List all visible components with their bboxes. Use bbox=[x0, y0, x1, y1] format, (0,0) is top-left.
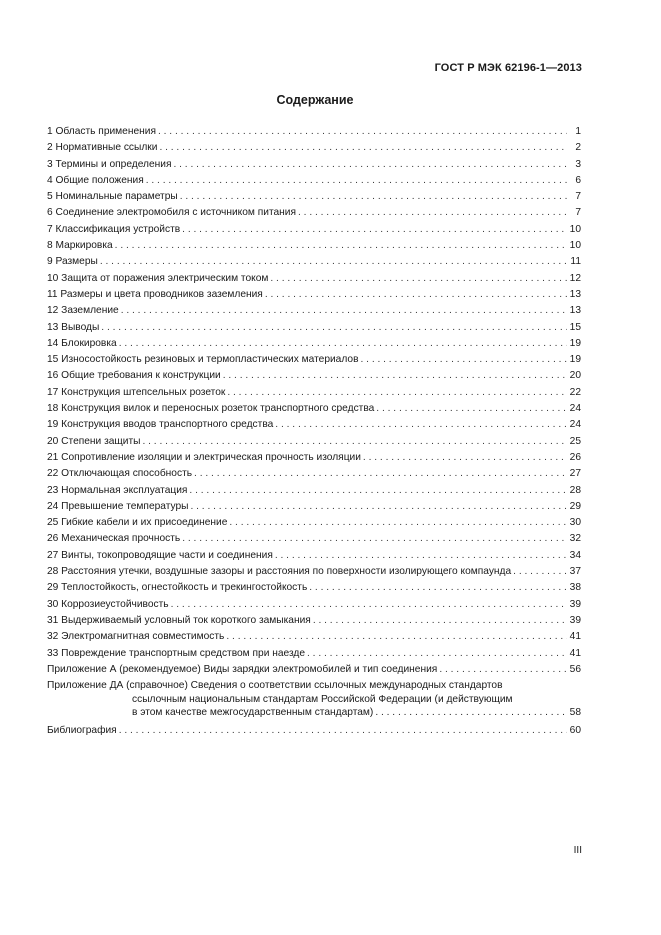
toc-entry bbox=[47, 140, 581, 156]
toc-entry-page: 11 bbox=[570, 256, 581, 268]
dot-leader bbox=[101, 320, 567, 336]
dot-leader bbox=[182, 531, 567, 547]
toc-entry-page: 1 bbox=[575, 126, 581, 137]
toc-entry-page: 60 bbox=[569, 724, 581, 736]
toc-entry bbox=[47, 271, 581, 287]
toc-entry-page: 10 bbox=[569, 223, 581, 235]
toc-entry bbox=[47, 254, 581, 270]
dot-leader bbox=[265, 287, 567, 303]
toc-entry bbox=[47, 434, 581, 450]
toc-entry-label: ссылочным национальным стандартам Российской Федерации (и действующим bbox=[132, 693, 513, 705]
toc-entry-page: 26 bbox=[569, 451, 581, 463]
toc-entry-label: 11 Размеры и цвета проводников заземления bbox=[47, 288, 263, 300]
toc-entry-label: 17 Конструкция штепсельных розеток bbox=[47, 386, 226, 398]
toc-entry-label: 22 Отключающая способность bbox=[47, 468, 193, 480]
dot-leader bbox=[182, 222, 567, 238]
toc-entry bbox=[47, 173, 581, 189]
toc-entry-label: 29 Теплостойкость, огнестойкость и трекингостойкость bbox=[47, 582, 308, 594]
toc-entry bbox=[47, 385, 581, 401]
dot-leader bbox=[361, 352, 568, 368]
toc-entry bbox=[47, 548, 581, 564]
toc-entry-label: 9 Размеры bbox=[47, 256, 98, 268]
dot-leader bbox=[194, 466, 567, 482]
dot-leader bbox=[173, 157, 567, 173]
toc-entry-label: 20 Степени защиты bbox=[47, 435, 141, 447]
dot-leader bbox=[275, 548, 567, 564]
dot-leader bbox=[158, 124, 567, 140]
toc-entry-label: 24 Превышение температуры bbox=[47, 500, 189, 512]
dot-leader bbox=[298, 205, 567, 221]
toc-entry bbox=[47, 205, 581, 221]
toc-entry-label: 32 Электромагнитная совместимость bbox=[47, 631, 225, 643]
toc-entry-appendix-da bbox=[47, 679, 581, 720]
toc-entry bbox=[47, 646, 581, 662]
toc-entry bbox=[47, 238, 581, 254]
toc-entry bbox=[47, 483, 581, 499]
dot-leader bbox=[146, 173, 567, 189]
toc-entry-label: 21 Сопротивление изоляции и электрическая прочность изоляции bbox=[47, 451, 361, 463]
dot-leader bbox=[171, 597, 567, 613]
toc-entry-label: 2 Нормативные ссылки bbox=[47, 142, 158, 154]
toc-entry-page: 15 bbox=[569, 321, 581, 333]
toc-entry-label: 7 Классификация устройств bbox=[47, 223, 181, 235]
toc-entry-page: 32 bbox=[569, 533, 581, 545]
toc-entry-label: 14 Блокировка bbox=[47, 337, 117, 349]
toc-entry bbox=[47, 531, 581, 547]
toc-entry-bibliography bbox=[47, 723, 581, 739]
toc-entry bbox=[47, 597, 581, 613]
toc-entry-label: 31 Выдерживаемый условный ток короткого замыкания bbox=[47, 614, 311, 626]
toc-entry bbox=[47, 303, 581, 319]
toc-entry bbox=[47, 564, 581, 580]
toc-entry bbox=[47, 613, 581, 629]
toc-entry bbox=[47, 336, 581, 352]
toc-entry-label: 18 Конструкция вилок и переносных розеток транспортного средства bbox=[47, 403, 375, 415]
dot-leader bbox=[226, 629, 567, 645]
toc-entry bbox=[47, 124, 581, 140]
dot-leader bbox=[275, 417, 567, 433]
toc-entry-label: 16 Общие требования к конструкции bbox=[47, 370, 221, 382]
toc-entry-label: Приложение А (рекомендуемое) Виды зарядки электромобилей и тип соединения bbox=[47, 663, 438, 675]
document-header: ГОСТ Р МЭК 62196-1—2013 bbox=[434, 62, 582, 74]
toc-entry-page: 7 bbox=[575, 207, 581, 219]
toc-entry-label: 26 Механическая прочность bbox=[47, 533, 181, 545]
toc-entry bbox=[47, 352, 581, 368]
toc-entry-label: 33 Повреждение транспортным средством при наезде bbox=[47, 647, 306, 659]
toc-entry bbox=[47, 515, 581, 531]
toc-entry-label: 3 Термины и определения bbox=[47, 158, 172, 170]
toc-entry bbox=[47, 189, 581, 205]
toc-entry-label: 28 Расстояния утечки, воздушные зазоры и расстояния по поверхности изолирующего компаунда bbox=[47, 566, 512, 578]
toc-entry-label: 12 Заземление bbox=[47, 305, 119, 317]
toc-entry-label: 4 Общие положения bbox=[47, 174, 144, 186]
toc-entry-label: 25 Гибкие кабели и их присоединение bbox=[47, 517, 228, 529]
toc-entry bbox=[47, 580, 581, 596]
dot-leader bbox=[375, 706, 567, 720]
toc-entry-page: 24 bbox=[569, 403, 581, 415]
toc-entry-page: 56 bbox=[569, 663, 581, 675]
toc-entry-label: 8 Маркировка bbox=[47, 240, 113, 252]
toc-entry bbox=[47, 401, 581, 417]
toc-entry-page: 25 bbox=[569, 435, 581, 447]
dot-leader bbox=[115, 238, 567, 254]
toc-entry-page: 34 bbox=[569, 549, 581, 561]
toc-entry-page: 19 bbox=[569, 354, 581, 366]
toc-entry-label: 15 Износостойкость резиновых и термопластических материалов bbox=[47, 354, 359, 366]
dot-leader bbox=[309, 580, 567, 596]
toc-entry-page: 39 bbox=[569, 598, 581, 610]
toc-entry bbox=[47, 499, 581, 515]
dot-leader bbox=[100, 254, 567, 270]
toc-entry bbox=[47, 368, 581, 384]
toc-entry-page: 24 bbox=[569, 419, 581, 431]
toc-entry-page: 39 bbox=[569, 614, 581, 626]
dot-leader bbox=[159, 140, 567, 156]
toc-entry-page: 20 bbox=[569, 370, 581, 382]
toc-entry-label: Приложение ДА (справочное) Сведения о соответствии ссылочных международных стандартов bbox=[47, 680, 503, 692]
toc-entry-page: 13 bbox=[569, 305, 581, 317]
page-number: III bbox=[573, 845, 582, 856]
toc-entry-page: 58 bbox=[569, 707, 581, 719]
toc-entry-page: 6 bbox=[575, 174, 581, 186]
dot-leader bbox=[270, 271, 567, 287]
dot-leader bbox=[189, 483, 567, 499]
page-title: Содержание bbox=[276, 93, 354, 107]
dot-leader bbox=[363, 450, 567, 466]
toc-entry-label: 27 Винты, токопроводящие части и соединения bbox=[47, 549, 273, 561]
toc-entry bbox=[47, 287, 581, 303]
dot-leader bbox=[119, 336, 567, 352]
toc-entry-page: 22 bbox=[569, 386, 581, 398]
toc-entry-label: 23 Нормальная эксплуатация bbox=[47, 484, 188, 496]
toc-entry-page: 41 bbox=[569, 631, 581, 643]
dot-leader bbox=[119, 723, 567, 739]
dot-leader bbox=[223, 368, 567, 384]
toc-entry-label: 13 Выводы bbox=[47, 321, 100, 333]
dot-leader bbox=[439, 662, 567, 678]
toc-entry-label: Библиография bbox=[47, 724, 117, 736]
toc-entry bbox=[47, 629, 581, 645]
dot-leader bbox=[180, 189, 567, 205]
toc-entry-label: 10 Защита от поражения электрическим током bbox=[47, 272, 269, 284]
dot-leader bbox=[376, 401, 567, 417]
toc-entry-page: 7 bbox=[575, 191, 581, 203]
toc-entry-page: 27 bbox=[569, 468, 581, 480]
toc-entry-label: 6 Соединение электромобиля с источником питания bbox=[47, 207, 296, 219]
dot-leader bbox=[121, 303, 567, 319]
dot-leader bbox=[307, 646, 567, 662]
toc-entry-label: 5 Номинальные параметры bbox=[47, 191, 178, 203]
toc-entry-page: 13 bbox=[569, 288, 581, 300]
toc-entry-page: 41 bbox=[569, 647, 581, 659]
dot-leader bbox=[142, 434, 567, 450]
toc-entry bbox=[47, 417, 581, 433]
toc-entry-label: 19 Конструкция вводов транспортного средства bbox=[47, 419, 274, 431]
toc-entry-label: 30 Коррозиеустойчивость bbox=[47, 598, 169, 610]
toc-entry-page: 19 bbox=[569, 337, 581, 349]
toc-entry-page: 28 bbox=[569, 484, 581, 496]
toc-entry-page: 30 bbox=[569, 517, 581, 529]
table-of-contents bbox=[47, 124, 581, 739]
dot-leader bbox=[190, 499, 567, 515]
dot-leader bbox=[227, 385, 567, 401]
toc-entry-label: 1 Область применения bbox=[47, 126, 156, 137]
toc-entry-page: 29 bbox=[569, 500, 581, 512]
toc-entry-page: 12 bbox=[569, 272, 581, 284]
dot-leader bbox=[513, 564, 567, 580]
toc-entry-page: 10 bbox=[569, 240, 581, 252]
toc-entry bbox=[47, 662, 581, 678]
toc-entry-page: 2 bbox=[575, 142, 581, 154]
toc-entry-page: 3 bbox=[575, 158, 581, 170]
toc-entry bbox=[47, 450, 581, 466]
toc-entry-page: 37 bbox=[569, 566, 581, 578]
dot-leader bbox=[313, 613, 567, 629]
toc-entry-page: 38 bbox=[569, 582, 581, 594]
dot-leader bbox=[229, 515, 567, 531]
toc-entry bbox=[47, 320, 581, 336]
toc-entry bbox=[47, 466, 581, 482]
toc-entry bbox=[47, 157, 581, 173]
toc-entry-label: в этом качестве межгосударственным стандартам) bbox=[132, 707, 374, 719]
toc-entry bbox=[47, 222, 581, 238]
